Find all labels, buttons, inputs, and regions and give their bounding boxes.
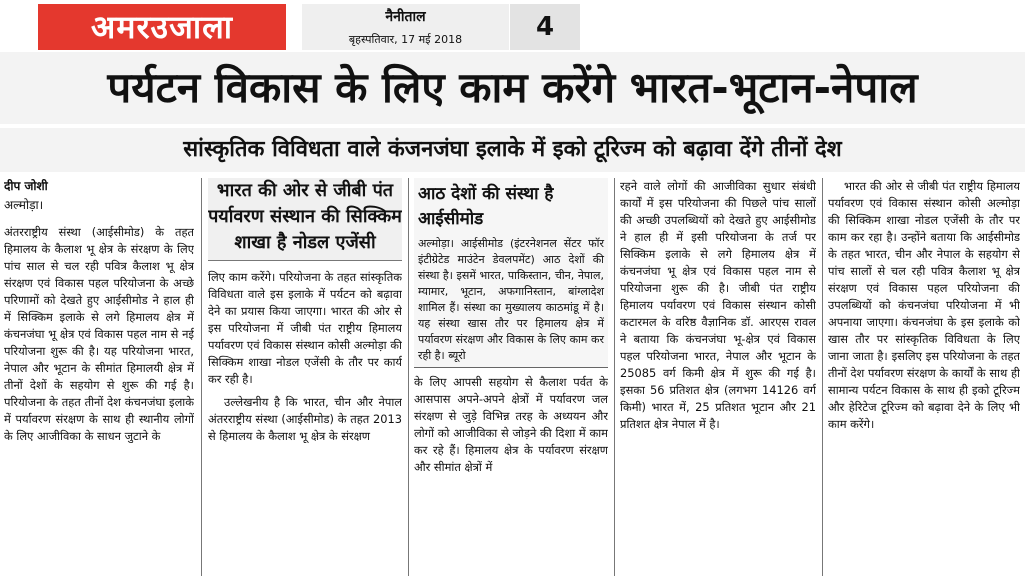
highlight-box-heading: भारत की ओर से जीबी पंत पर्यावरण संस्थान की सिक्किम शाखा है नोडल एजेंसी bbox=[208, 178, 402, 261]
info-box-text: अल्मोड़ा। आईसीमोड (इंटरनेशनल सेंटर फॉर इंटीग्रेटेड माउंटेन डेवलपमेंट) आठ देशों की संस्था है। इसमें भारत, पाकिस्तान, चीन, नेपाल, म्यामार, भूटान, अफगानिस्तान, बांग्लादेश शामिल हैं। संस्था का मुख्यालय काठमांडू में है। यह संस्था खास तौर पर हिमालय क्षेत्र में पर्यावरण संरक्षण और विकास के लिए काम कर रही है। ब्यूरो bbox=[418, 237, 604, 362]
page-title: पर्यटन विकास के लिए काम करेंगे भारत-भूटान-नेपाल bbox=[0, 52, 1025, 124]
info-box-heading: आठ देशों की संस्था है आईसीमोड bbox=[418, 184, 554, 229]
column-divider bbox=[408, 178, 409, 576]
article-paragraph: लिए काम करेंगे। परियोजना के तहत सांस्कृतिक विविधता वाले इस इलाके में पर्यटन को बढ़ावा देने का प्रयास किया जाएगा। भारत की ओर से इस परियोजना में जीबी पंत राष्ट्रीय हिमालय पर्यावरण एवं विकास संस्थान कोसी अल्मोड़ा की सिक्किम शाखा नोडल एजेंसी के तौर पर कार्य कर रही है। bbox=[208, 270, 402, 386]
column-divider bbox=[822, 178, 823, 576]
edition-date: बृहस्पतिवार, 17 मई 2018 bbox=[348, 33, 463, 46]
newspaper-logo: अमरउजाला bbox=[38, 4, 286, 50]
column-divider bbox=[201, 178, 202, 576]
article-column-2 bbox=[208, 178, 402, 576]
dateline bbox=[302, 4, 509, 50]
article-column-3 bbox=[414, 178, 608, 576]
article-column-4 bbox=[620, 178, 816, 576]
page-number: 4 bbox=[510, 4, 580, 50]
author-byline: दीप जोशी bbox=[4, 179, 48, 193]
article-column-5 bbox=[828, 178, 1020, 576]
column-divider bbox=[614, 178, 615, 576]
article-paragraph: के लिए आपसी सहयोग से कैलाश पर्वत के आसपास अपने-अपने क्षेत्रों में पर्यावरण जल संरक्षण से जुड़े विभिन्न तरह के अध्ययन और लोगों को आजीविका से जोड़ने की दिशा में काम कर रहे हैं। हिमालय क्षेत्र के पर्यावरण संरक्षण और सीमांत क्षेत्रों में bbox=[414, 375, 608, 474]
article-paragraph: उल्लेखनीय है कि भारत, चीन और नेपाल अंतरराष्ट्रीय संस्था (आईसीमोड) के तहत 2013 से हिमालय के कैलाश भू क्षेत्र के संरक्षण bbox=[208, 395, 402, 443]
article-paragraph: भारत की ओर से जीबी पंत राष्ट्रीय हिमालय पर्यावरण एवं विकास संस्थान कोसी अल्मोड़ा की सिक्किम शाखा नोडल एजेंसी के तौर पर काम कर रहा है। उन्होंने बताया कि आईसीमोड के तहत भारत, चीन और नेपाल के सहयोग से पांच सालों से चल रही पवित्र कैलाश भू क्षेत्र संरक्षण एवं विकास पहल परियोजना की उपलब्धियों को कंचनजंघा परियोजना में भी अपनाया जाएगा। कंचनजंघा के इस इलाके को खास तौर पर सांस्कृतिक विविधता के लिए जाना जाता है। इसलिए इस परियोजना के तहत तीनों देश पर्यावरण संरक्षण के कार्यों के साथ ही सामान्य पर्यटन विकास के साथ ही इको टूरिज्म और हेरिटेज टूरिज्म को बढ़ावा देने के लिए भी काम करेंगे। bbox=[828, 179, 1020, 431]
info-box bbox=[414, 178, 608, 368]
article-location: अल्मोड़ा। bbox=[4, 198, 44, 212]
article-paragraph: अंतरराष्ट्रीय संस्था (आईसीमोड) के तहत हिमालय के कैलाश भू क्षेत्र के संरक्षण के लिए पांच साल से चल रही पवित्र कैलाश भू क्षेत्र संरक्षण एवं विकास पहल परियोजना के अच्छे परिणामों को देखते हुए आईसीमोड ने हाल ही में सिक्किम इलाके से लगे हिमालय क्षेत्र में कंचनजंघा भू क्षेत्र एवं विकास पहल नाम से नई परियोजना शुरू की है। यह परियोजना भारत, नेपाल और भूटान के सीमांत हिमालयी क्षेत्र में तीनों देशों के सहयोग से शुरू की गई है। परियोजना के तहत तीनों देश कंचनजंघा इलाके में पर्यावरण संरक्षण के साथ ही स्थानीय लोगों के लिए आजीविका के साधन जुटाने के bbox=[4, 225, 194, 443]
edition-city: नैनीताल bbox=[385, 9, 426, 25]
article-paragraph: रहने वाले लोगों की आजीविका सुधार संबंधी कार्यों में इस परियोजना की पिछले पांच सालों की अच्छी उपलब्धियों को देखते हुए आईसीमोड ने हाल ही में इसी परियोजना के तर्ज पर सिक्किम इलाके से लगे हिमालय क्षेत्र में कंचनजंघा भू क्षेत्र एवं विकास पहल नाम से परियोजना शुरू की है। जीबी पंत राष्ट्रीय हिमालय पर्यावरण एवं विकास संस्थान कोसी कटारमल के वरिष्ठ वैज्ञानिक डॉ. आरएस रावल ने बताया कि कंचनजंघा भू-क्षेत्र एवं विकास पहल परियोजना भारत, नेपाल और भूटान के 25085 वर्ग किमी क्षेत्र में शुरू की गई है। इसका 56 प्रतिशत क्षेत्र (लगभग 14126 वर्ग किमी) भारत में, 25 प्रतिशत भूटान और 21 प्रतिशत क्षेत्र नेपाल में है। bbox=[620, 179, 816, 431]
sub-headline: सांस्कृतिक विविधता वाले कंजनजंघा इलाके में इको टूरिज्म को बढ़ावा देंगे तीनों देश bbox=[0, 128, 1025, 172]
article-column-1 bbox=[4, 178, 194, 576]
